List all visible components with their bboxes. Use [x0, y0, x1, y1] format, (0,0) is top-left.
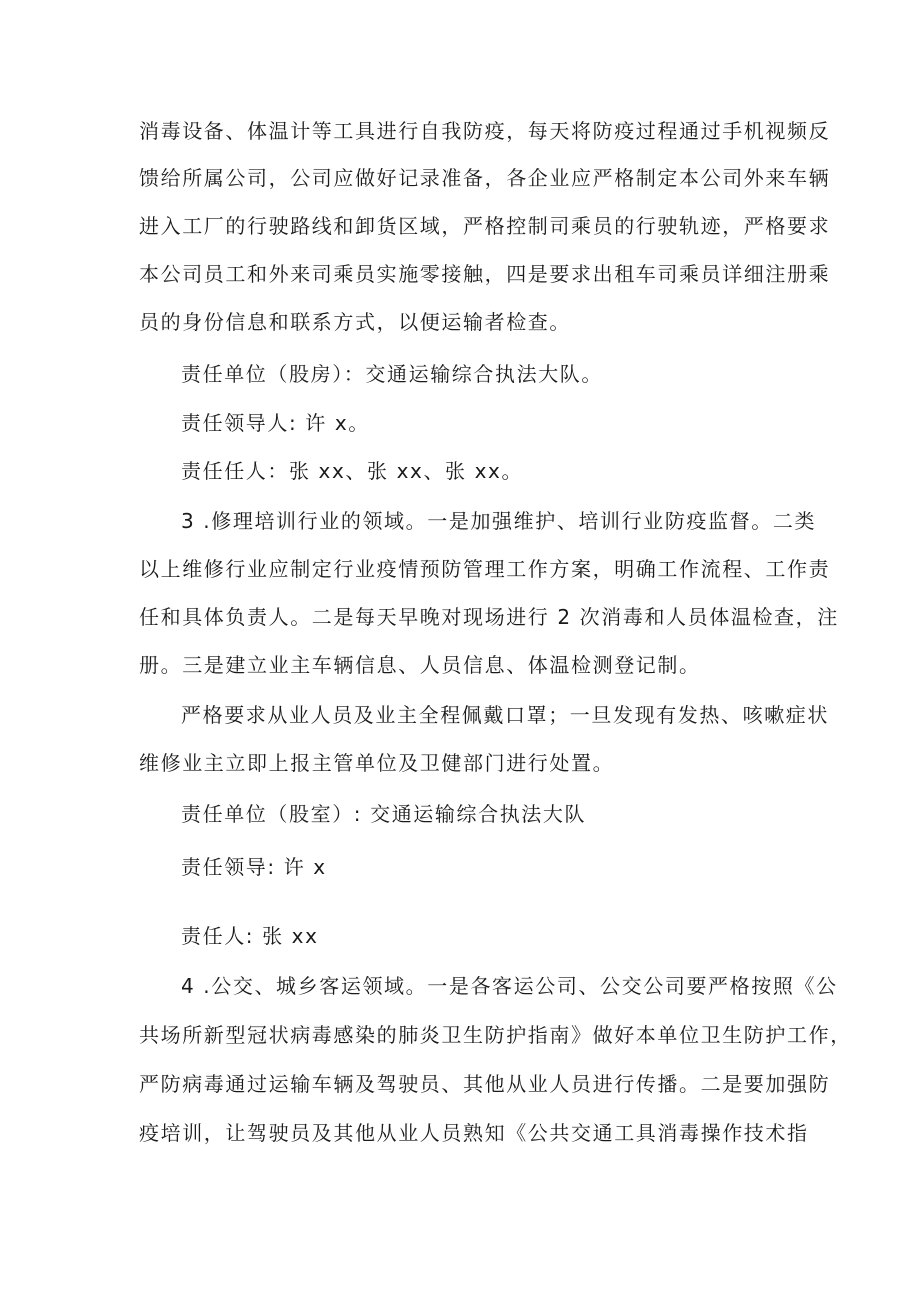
body-text-line: 消毒设备、体温计等工具进行自我防疫，每天将防疫过程通过手机视频反: [139, 119, 831, 143]
body-text-line: 馈给所属公司，公司应做好记录准备，各企业应严格制定本公司外来车辆: [139, 166, 831, 190]
body-text-line: 疫培训，让驾驶员及其他从业人员熟知《公共交通工具消毒操作技术指: [139, 1121, 809, 1145]
body-text-line: 以上维修行业应制定行业疫情预防管理工作方案，明确工作流程、工作责: [139, 557, 831, 581]
body-text-line: 册。三是建立业主车辆信息、人员信息、体温检测登记制。: [139, 653, 701, 677]
responsible-leader: 责任领导人: 许 x。: [181, 411, 370, 435]
body-text-line: 任和具体负责人。二是每天早晚对现场进行 2 次消毒和人员体温检查，注: [139, 605, 839, 629]
body-text-line: 严防病毒通过运输车辆及驾驶员、其他从业人员进行传播。二是要加强防: [139, 1072, 831, 1096]
body-text-line: 员的身份信息和联系方式，以便运输者检查。: [139, 310, 571, 334]
body-text-line: 进入工厂的行驶路线和卸货区域，严格控制司乘员的行驶轨迹，严格要求: [139, 214, 831, 238]
body-text-line: 维修业主立即上报主管单位及卫健部门进行处置。: [139, 751, 615, 775]
body-text-line: 本公司员工和外来司乘员实施零接触，四是要求出租车司乘员详细注册乘: [139, 262, 831, 286]
responsible-person: 责任人: 张 xx: [181, 924, 319, 948]
body-text-line: 共场所新型冠状病毒感染的肺炎卫生防护指南》做好本单位卫生防护工作，: [139, 1023, 852, 1047]
section-heading-4: 4 .公交、城乡客运领域。一是各客运公司、公交公司要严格按照《公: [181, 974, 838, 998]
body-text-line: 严格要求从业人员及业主全程佩戴口罩；一旦发现有发热、咳嗽症状: [181, 703, 829, 727]
section-heading-3: 3 .修理培训行业的领域。一是加强维护、培训行业防疫监督。二类: [181, 509, 817, 533]
responsible-leader: 责任领导: 许 x: [181, 855, 327, 879]
responsible-unit: 责任单位（股房）：交通运输综合执法大队。: [181, 362, 603, 386]
responsible-unit: 责任单位（股室）: 交通运输综合执法大队: [181, 802, 587, 826]
responsible-person: 责任任人：张 xx、张 xx、张 xx。: [181, 459, 524, 483]
